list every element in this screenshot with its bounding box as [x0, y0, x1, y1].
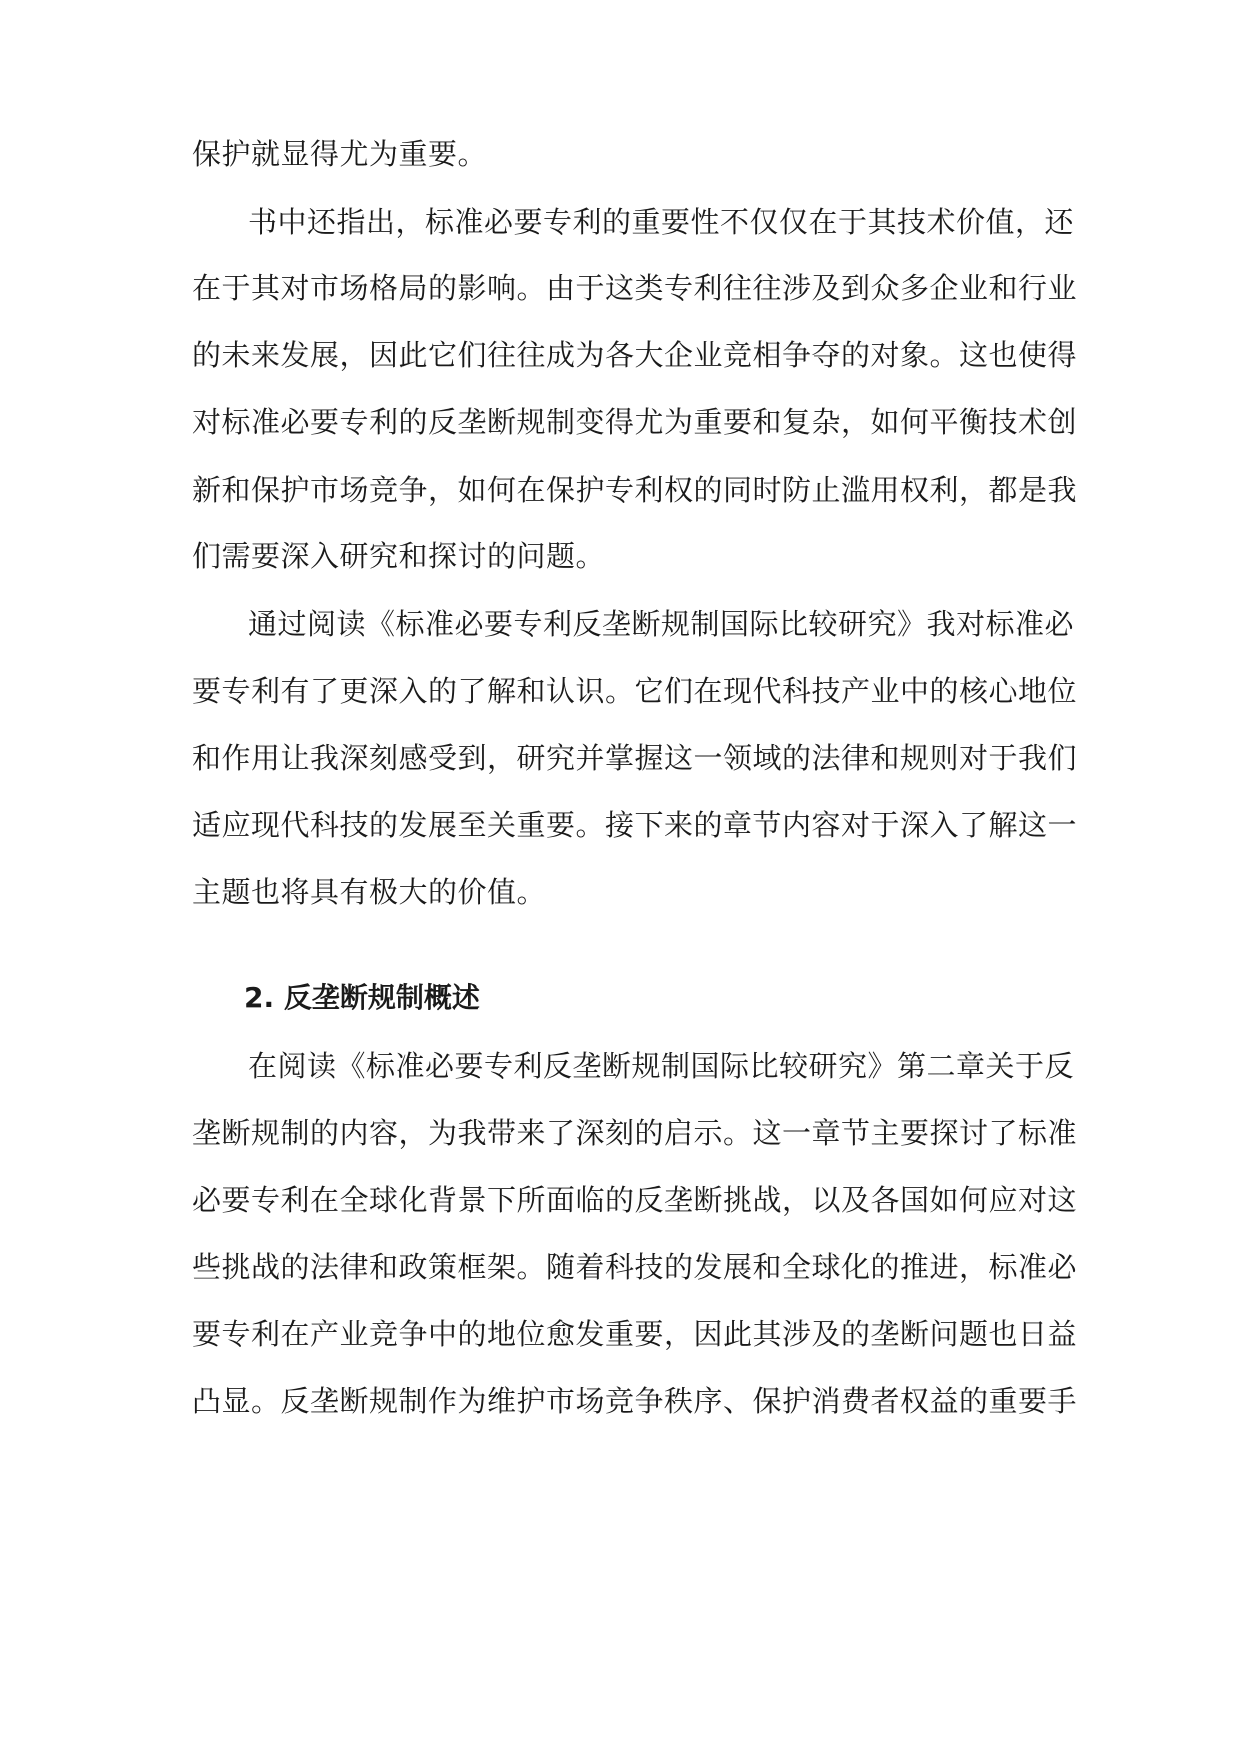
text-line: 在阅读《标准必要专利反垄断规制国际比较研究》第二章关于反	[248, 1049, 1075, 1083]
text-line: 的未来发展，因此它们往往成为各大企业竞相争夺的对象。这也使得	[192, 338, 1078, 372]
text-line: 对标准必要专利的反垄断规制变得尤为重要和复杂，如何平衡技术创	[192, 405, 1078, 439]
text-line: 新和保护市场竞争，如何在保护专利权的同时防止滥用权利，都是我	[192, 473, 1078, 507]
text-line: 些挑战的法律和政策框架。随着科技的发展和全球化的推进，标准必	[192, 1250, 1078, 1284]
text-line: 必要专利在全球化背景下所面临的反垄断挑战，以及各国如何应对这	[192, 1183, 1078, 1217]
text-line: 保护就显得尤为重要。	[192, 137, 488, 171]
text-line: 垄断规制的内容，为我带来了深刻的启示。这一章节主要探讨了标准	[192, 1116, 1078, 1150]
text-line: 通过阅读《标准必要专利反垄断规制国际比较研究》我对标准必	[248, 607, 1075, 641]
text-line: 凸显。反垄断规制作为维护市场竞争秩序、保护消费者权益的重要手	[192, 1384, 1078, 1418]
text-line: 主题也将具有极大的价值。	[192, 875, 547, 909]
text-line: 和作用让我深刻感受到，研究并掌握这一领域的法律和规则对于我们	[192, 741, 1078, 775]
text-line: 适应现代科技的发展至关重要。接下来的章节内容对于深入了解这一	[192, 808, 1078, 842]
text-line: 们需要深入研究和探讨的问题。	[192, 539, 606, 573]
text-line: 要专利在产业竞争中的地位愈发重要，因此其涉及的垄断问题也日益	[192, 1317, 1078, 1351]
text-line: 书中还指出，标准必要专利的重要性不仅仅在于其技术价值，还	[248, 205, 1075, 239]
text-line: 要专利有了更深入的了解和认识。它们在现代科技产业中的核心地位	[192, 674, 1078, 708]
text-line: 在于其对市场格局的影响。由于这类专利往往涉及到众多企业和行业	[192, 271, 1078, 305]
section-heading: 2. 反垄断规制概述	[244, 981, 480, 1014]
